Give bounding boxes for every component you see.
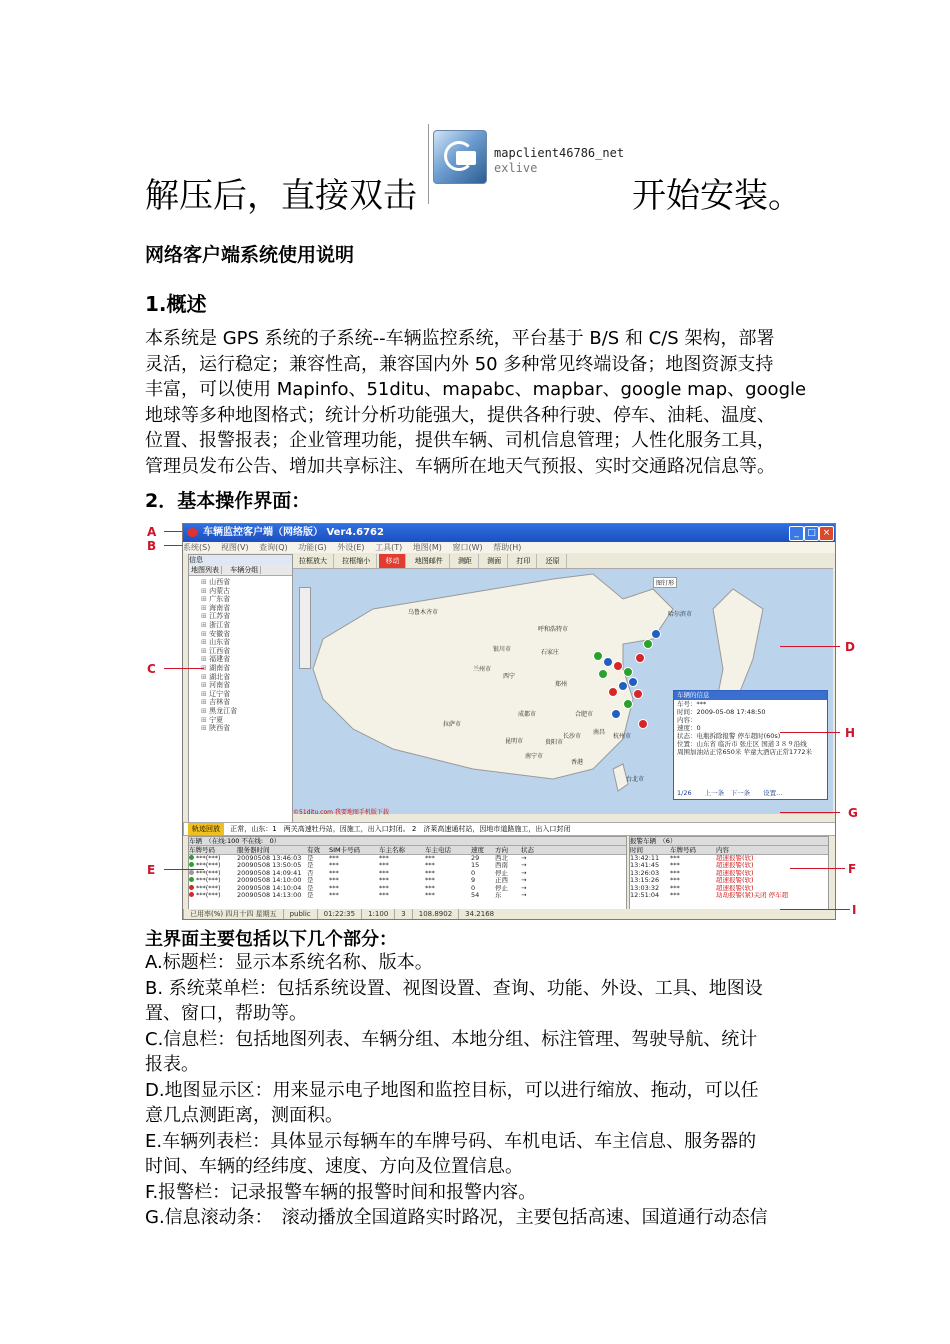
vehicle-cell: 是 [307, 884, 314, 892]
vehicle-cell: *** [379, 862, 389, 870]
menu-window[interactable]: 窗口(W) [452, 543, 483, 552]
zoom-out-box-button[interactable]: 拉框缩小 [336, 554, 377, 568]
installer-file[interactable] [428, 124, 489, 204]
status-bar [183, 909, 835, 919]
vehicle-cell: 是 [307, 877, 314, 885]
vehicle-table-header [189, 846, 626, 855]
vehicle-cell: 20090508 14:10:00 [237, 877, 302, 885]
vehicle-header-cell[interactable]: SIM卡号码 [329, 846, 361, 854]
vehicle-marker-icon[interactable] [633, 689, 643, 699]
alarm-header-cell[interactable]: 时间 [630, 846, 643, 854]
vehicle-cell: *** [379, 855, 389, 862]
province-item[interactable]: ⊞ 黑龙江省 [201, 707, 292, 716]
popup-line: 时间：2009-05-08 17:48:50 [677, 708, 766, 716]
city-label: 兰州市 [473, 666, 492, 673]
city-label: 南宁市 [525, 753, 544, 760]
vehicle-cell: *** [379, 891, 389, 899]
alarm-list-title: 报警车辆 （6） [630, 837, 828, 846]
vehicle-cell: 西北 [495, 855, 508, 862]
vehicle-cell: → [521, 884, 527, 892]
info-tabs [189, 565, 292, 576]
city-label: 贵阳市 [545, 739, 564, 746]
province-item[interactable]: ⊞ 湖南省 [201, 664, 292, 673]
status-cell: 01:22:35 [317, 909, 361, 919]
section1-body [145, 326, 825, 479]
menu-view[interactable]: 视图(V) [220, 543, 249, 552]
alarm-cell: 超速报警(软) [716, 884, 754, 892]
vehicle-list-title: 车辆 （在线:100 不在线: 0） [189, 837, 626, 846]
menu-function[interactable]: 功能(G) [298, 543, 327, 552]
vehicle-cell: 是 [307, 891, 314, 899]
vehicle-cell: 20090508 14:13:00 [237, 891, 302, 899]
section3-line: 报表。 [145, 1054, 199, 1075]
callout-line [780, 909, 850, 910]
vehicle-cell: *** [329, 855, 339, 862]
province-item[interactable]: ⊞ 浙江省 [201, 621, 292, 630]
vehicle-cell: 停止 [495, 884, 508, 892]
status-dot-icon [189, 877, 194, 882]
vehicle-cell: *** [425, 884, 435, 892]
vehicle-cell: *** [329, 869, 339, 877]
ticker-text: 正常，山东：1 两关高速牡丹站，因施工，出入口封闭。 2 济莱高速通村站，因地市道路施工，出入口封闭 [230, 825, 571, 833]
vehicle-cell: 是 [307, 855, 314, 862]
city-label: 南昌 [593, 729, 606, 736]
doc-title: 网络客户端系统使用说明 [145, 244, 355, 266]
section2-heading: 2．基本操作界面： [145, 490, 311, 512]
section3-line: E.车辆列表栏：具体显示每辆车的车牌号码、车机电话、车主信息、服务器的 [145, 1130, 757, 1152]
province-item[interactable]: ⊞ 海南省 [201, 604, 292, 613]
vehicle-marker-icon[interactable] [611, 709, 621, 719]
callout-f: F [848, 862, 857, 876]
city-label: 拉萨市 [443, 721, 462, 728]
map-mail-button[interactable]: 地图邮件 [409, 554, 450, 568]
status-dot-icon [189, 892, 194, 897]
vehicle-cell: ***(***) [189, 855, 237, 862]
close-icon[interactable]: × [819, 526, 834, 541]
vehicle-cell: 停止 [495, 869, 508, 877]
city-label: 台北市 [626, 776, 645, 783]
province-item[interactable]: ⊞ 湖北省 [201, 673, 292, 682]
alarm-cell: *** [670, 891, 680, 899]
city-label: 石家庄 [541, 649, 560, 656]
vehicle-cell: 20090508 13:50:05 [237, 862, 302, 870]
vehicle-marker-icon[interactable] [623, 699, 633, 709]
vehicle-cell: → [521, 855, 527, 862]
city-label: 郑州 [555, 681, 568, 688]
vehicle-marker-icon[interactable] [623, 667, 633, 677]
section3-line: B. 系统菜单栏：包括系统设置、视图设置、查询、功能、外设、工具、地图设 [145, 977, 763, 999]
alarm-cell: 超速报警(软) [716, 862, 754, 870]
callout-line [780, 732, 840, 733]
section1-line: 本系统是 GPS 系统的子系统--车辆监控系统，平台基于 B/S 和 C/S 架构，部署 [145, 328, 775, 349]
map-mode-button[interactable]: 图钉形 [653, 577, 677, 588]
section1-line: 丰富，可以使用 Mapinfo、51ditu、mapabc、mapbar、google map、google [145, 379, 807, 400]
popup-line: 速度：0 [677, 724, 701, 732]
status-dot-icon [189, 870, 194, 875]
city-label: 长沙市 [563, 733, 582, 740]
province-item[interactable]: ⊞ 广东省 [201, 595, 292, 604]
status-cell: 3 [394, 909, 411, 919]
province-item[interactable]: ⊞ 宁夏 [201, 716, 292, 725]
table-row[interactable] [630, 870, 828, 877]
vehicle-cell: *** [329, 877, 339, 885]
vehicle-header-cell[interactable]: 状态 [521, 846, 534, 854]
track-replay-button[interactable]: 轨迹回放 [188, 823, 224, 835]
alarm-cell: 13:03:32 [630, 884, 660, 892]
filename-line1: mapclient46786_net [494, 146, 625, 160]
province-item[interactable]: ⊞ 辽宁省 [201, 690, 292, 699]
vehicle-cell: 西南 [495, 862, 508, 870]
vehicle-marker-icon[interactable] [603, 657, 613, 667]
city-label: 乌鲁木齐市 [408, 609, 439, 616]
alarm-header-cell[interactable]: 车牌号码 [670, 846, 696, 854]
section1-line: 地球等多种地图格式；统计分析功能强大，提供各种行驶、停车、油耗、温度、 [145, 404, 775, 426]
section1-line: 灵活，运行稳定；兼容性高，兼容国内外 50 多种常见终端设备；地图资源支持 [145, 353, 774, 375]
alarm-table-header [630, 846, 828, 855]
callout-line [164, 668, 204, 669]
table-row[interactable] [189, 885, 626, 892]
vehicle-cell: *** [329, 862, 339, 870]
province-item[interactable]: ⊞ 江西省 [201, 647, 292, 656]
vehicle-marker-icon[interactable] [593, 651, 603, 661]
province-item[interactable]: ⊞ 安徽省 [201, 630, 292, 639]
status-cell: 1:100 [361, 909, 394, 919]
table-row[interactable] [189, 862, 626, 869]
vehicle-marker-icon[interactable] [643, 639, 653, 649]
map-credit: ©51ditu.com 我要地图手机版下载 [293, 809, 389, 816]
info-panel-header: 信息 [189, 555, 292, 565]
callout-d: D [845, 640, 855, 654]
callout-line [780, 812, 840, 813]
install-instruction-start: 解压后，直接双击 [145, 176, 417, 216]
vehicle-cell: 15 [471, 862, 480, 870]
city-label: 香港 [571, 759, 584, 766]
vehicle-cell: *** [379, 869, 389, 877]
minimize-icon[interactable]: _ [789, 526, 804, 541]
vehicle-cell: 0 [471, 869, 476, 877]
table-row[interactable] [189, 870, 626, 877]
vehicle-cell: 否 [307, 869, 314, 877]
popup-line: 状态：电瓶拆除报警 停车超时(60s) [677, 732, 781, 740]
vehicle-header-cell[interactable]: 车牌号码 [189, 846, 215, 854]
province-item[interactable]: ⊞ 山西省 [201, 578, 292, 587]
status-dot-icon [189, 885, 194, 890]
client-screenshot [182, 523, 836, 920]
alarm-table-body [630, 855, 828, 899]
menu-external[interactable]: 外设(E) [337, 543, 365, 552]
measure-area-button[interactable]: 测面 [481, 554, 508, 568]
callout-line [164, 869, 204, 870]
alarm-cell: *** [670, 877, 680, 885]
city-label: 昆明市 [505, 738, 524, 745]
vehicle-cell: *** [425, 869, 435, 877]
vehicle-header-cell[interactable]: 速度 [471, 846, 484, 854]
maximize-icon[interactable]: □ [804, 526, 819, 541]
status-cell: 34.2168 [458, 909, 500, 919]
vehicle-cell: 是 [307, 862, 314, 870]
window-title: 车辆监控客户端（网络版） Ver4.6762 [203, 527, 384, 538]
alarm-cell: 13:41:45 [630, 862, 660, 870]
status-dot-icon [189, 855, 194, 860]
table-row[interactable] [630, 885, 828, 892]
alarm-cell: *** [670, 855, 680, 862]
menu-tools[interactable]: 工具(T) [375, 543, 403, 552]
vehicle-cell: *** [329, 891, 339, 899]
callout-line [790, 868, 845, 869]
vehicle-cell: *** [425, 855, 435, 862]
tab-vehicle-group[interactable]: 车辆分组 [228, 566, 261, 574]
vehicle-header-cell[interactable]: 车主电话 [425, 846, 451, 854]
alarm-cell: 12:51:04 [630, 891, 660, 899]
vehicle-cell: ***(***) [189, 877, 237, 884]
callout-h: H [845, 726, 856, 740]
popup-footer[interactable]: 1/26 上一条 下一条 设置... [677, 789, 783, 797]
table-row[interactable] [630, 877, 828, 884]
vehicle-marker-icon[interactable] [608, 687, 618, 697]
vehicle-cell: → [521, 862, 527, 870]
vehicle-marker-icon[interactable] [638, 719, 648, 729]
city-label: 成都市 [518, 711, 537, 718]
vehicle-cell: *** [379, 884, 389, 892]
vehicle-cell: *** [425, 891, 435, 899]
section3-line: 意几点测距离，测面积。 [145, 1105, 343, 1126]
vehicle-cell: ***(***) [189, 885, 237, 892]
vehicle-cell: 正西 [495, 877, 508, 885]
vehicle-marker-icon[interactable] [618, 681, 628, 691]
vehicle-cell: *** [425, 877, 435, 885]
section3-line: C.信息栏：包括地图列表、车辆分组、本地分组、标注管理、驾驶导航、统计 [145, 1028, 758, 1050]
section3-heading: 主界面主要包括以下几个部分： [145, 929, 397, 950]
alarm-cell: *** [670, 884, 680, 892]
menu-system[interactable]: 系统(S) [183, 543, 211, 552]
installer-icon [433, 130, 487, 184]
section3-line: 时间、车辆的经纬度、速度、方向及位置信息。 [145, 1156, 523, 1177]
section3-line: F.报警栏：记录报警车辆的报警时间和报警内容。 [145, 1181, 537, 1203]
restore-button[interactable]: 还原 [540, 554, 567, 568]
city-label: 合肥市 [575, 711, 594, 718]
table-row[interactable] [189, 877, 626, 884]
province-list [201, 578, 292, 733]
alarm-cell: *** [670, 862, 680, 870]
callout-c: C [147, 662, 156, 676]
city-label: 银川市 [493, 646, 512, 653]
vehicle-header-cell[interactable]: 服务器时间 [237, 846, 270, 854]
province-item[interactable]: ⊞ 河南省 [201, 681, 292, 690]
pan-button[interactable]: 移动 [379, 554, 406, 568]
section3-line: D.地图显示区：用来显示电子地图和监控目标，可以进行缩放、拖动，可以任 [145, 1079, 759, 1101]
vehicle-list [188, 836, 627, 910]
province-item[interactable]: ⊞ 内蒙古 [201, 587, 292, 596]
vehicle-cell: 20090508 13:46:03 [237, 855, 302, 862]
vehicle-cell: ***(***) [189, 862, 237, 869]
alarm-cell: *** [670, 869, 680, 877]
vehicle-cell: 东 [495, 891, 502, 899]
vehicle-marker-icon[interactable] [598, 669, 608, 679]
city-label: 哈尔滨市 [668, 611, 693, 618]
popup-title: 车辆的信息 [674, 691, 827, 700]
callout-a: A [147, 525, 157, 539]
alarm-cell: 13:15:26 [630, 877, 660, 885]
vehicle-cell: 20090508 14:10:04 [237, 884, 302, 892]
city-label: 杭州市 [613, 733, 632, 740]
vehicle-cell: 29 [471, 855, 480, 862]
province-item[interactable]: ⊞ 福建省 [201, 655, 292, 664]
alarm-header-cell[interactable]: 内容 [716, 846, 729, 854]
title-bar [183, 524, 835, 542]
callout-line [164, 531, 182, 532]
callout-line [164, 545, 182, 546]
alarm-cell: 劫劫报警(紧)关闭 停车超 [716, 891, 789, 899]
alarm-list [629, 836, 829, 910]
popup-line: 位置：山东省 临沂市 张庄区 国道３８９沿线 [677, 740, 807, 748]
vehicle-cell: *** [425, 862, 435, 870]
callout-e: E [147, 863, 156, 877]
vehicle-cell: 20090508 14:09:41 [237, 869, 302, 877]
install-instruction-end: 开始安装。 [632, 176, 802, 216]
status-cell: 108.8902 [412, 909, 458, 919]
vehicle-marker-icon[interactable] [628, 677, 638, 687]
table-row[interactable] [189, 855, 626, 862]
callout-b: B [147, 539, 157, 553]
info-panel [188, 554, 293, 824]
app-logo-icon [187, 528, 198, 537]
vehicle-cell: 9 [471, 877, 476, 885]
alarm-cell: 超速报警(软) [716, 869, 754, 877]
menu-help[interactable]: 帮助(H) [493, 543, 522, 552]
province-item[interactable]: ⊞ 山东省 [201, 638, 292, 647]
section1-line: 管理员发布公告、增加共享标注、车辆所在地天气预报、实时交通路况信息等。 [145, 455, 775, 477]
alarm-cell: 超速报警(软) [716, 877, 754, 885]
measure-distance-button[interactable]: 测距 [452, 554, 479, 568]
vehicle-table-body [189, 855, 626, 899]
status-cell: public [283, 909, 317, 919]
callout-i: I [852, 903, 857, 917]
status-dot-icon [189, 862, 194, 867]
map-toolbar [293, 554, 833, 569]
section3-line: 置、窗口，帮助等。 [145, 1003, 307, 1024]
alarm-cell: 13:26:03 [630, 869, 660, 877]
city-label: 呼和浩特市 [538, 626, 569, 633]
menu-query[interactable]: 查询(Q) [259, 543, 288, 552]
vehicle-cell: *** [379, 877, 389, 885]
vehicle-cell: → [521, 869, 527, 877]
vehicle-header-cell[interactable]: 有效 [307, 846, 320, 854]
tab-map-list[interactable]: 地图列表 [189, 566, 222, 574]
vehicle-cell: → [521, 877, 527, 885]
zoom-in-box-button[interactable]: 拉框放大 [293, 554, 334, 568]
section3-line: A.标题栏：显示本系统名称、版本。 [145, 952, 433, 973]
vehicle-cell: ***(***) [189, 870, 237, 877]
print-button[interactable]: 打印 [510, 554, 537, 568]
alarm-cell: 超速报警(软) [716, 855, 754, 862]
vehicle-cell: *** [329, 884, 339, 892]
vehicle-info-popup [673, 690, 828, 800]
province-item[interactable]: ⊞ 江苏省 [201, 612, 292, 621]
vehicle-cell: 54 [471, 891, 480, 899]
popup-line: 周围加油站正常650米 苹童大酒店正常1772米 [677, 748, 813, 756]
table-row[interactable] [630, 855, 828, 862]
alarm-cell: 13:42:11 [630, 855, 660, 862]
menu-bar [183, 542, 835, 553]
vehicle-header-cell[interactable]: 车主名称 [379, 846, 405, 854]
popup-line: 车号：*** [677, 700, 707, 708]
table-row[interactable] [630, 892, 828, 899]
callout-g: G [848, 806, 858, 820]
vehicle-cell: → [521, 891, 527, 899]
filename-line2: exlive [494, 161, 538, 175]
section1-line: 位置、报警报表；企业管理功能，提供车辆、司机信息管理；人性化服务工具， [145, 430, 775, 451]
info-ticker [183, 822, 836, 836]
callout-line [780, 646, 840, 647]
status-cell: 已用率(%) 四月十四 星期五 [183, 909, 283, 919]
vehicle-marker-icon[interactable] [651, 629, 661, 639]
table-row[interactable] [189, 892, 626, 899]
installer-filename [494, 146, 624, 176]
section3-body [145, 950, 825, 1231]
vehicle-cell: ***(***) [189, 892, 237, 899]
city-label: 西宁 [503, 673, 516, 680]
vehicle-header-cell[interactable]: 方向 [495, 846, 508, 854]
vehicle-marker-icon[interactable] [635, 653, 645, 663]
province-item[interactable]: ⊞ 陕西省 [201, 724, 292, 733]
section1-heading: 1.概述 [145, 292, 207, 316]
province-item[interactable]: ⊞ 吉林省 [201, 698, 292, 707]
zoom-slider[interactable] [299, 587, 311, 669]
menu-map[interactable]: 地图(M) [412, 543, 442, 552]
popup-line: 内容： [677, 716, 697, 724]
section3-line: G.信息滚动条： 滚动播放全国道路实时路况，主要包括高速、国道通行动态信 [145, 1207, 768, 1228]
vehicle-cell: 0 [471, 884, 476, 892]
vehicle-marker-icon[interactable] [613, 661, 623, 671]
